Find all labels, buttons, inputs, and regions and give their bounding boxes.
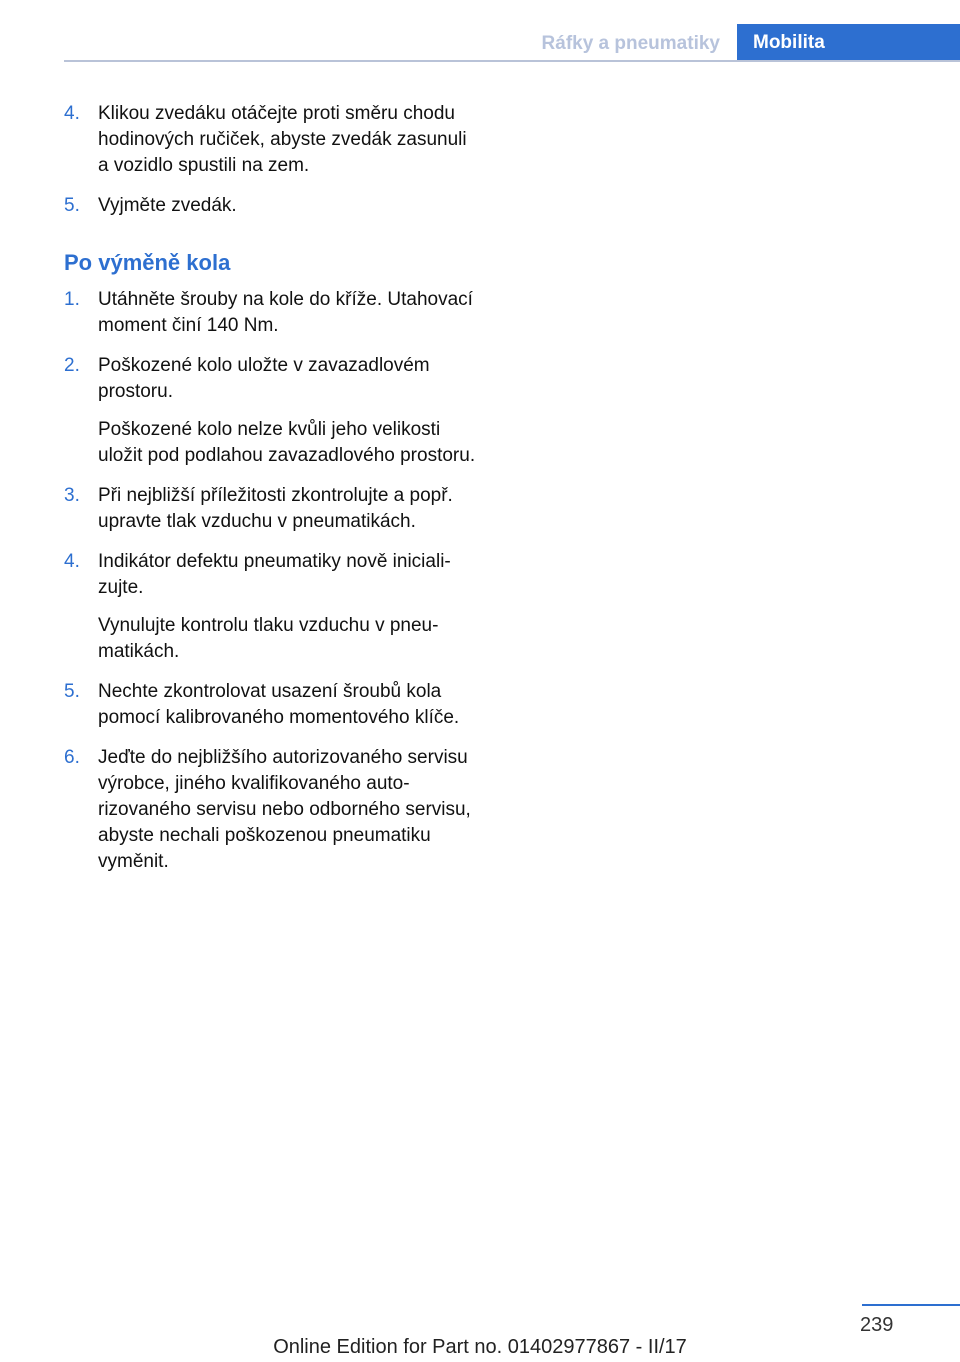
step-number: 4. (64, 551, 80, 572)
step-text: Vyjměte zvedák. (98, 195, 237, 216)
list-item (64, 549, 480, 665)
page-number: 239 (860, 1314, 894, 1336)
list-item (64, 483, 480, 535)
step-number: 5. (64, 681, 80, 702)
step-number: 2. (64, 355, 80, 376)
step-text: Při nejbližší příležitosti zkontrolujte a popř. upravte tlak vzduchu v pneumatikách. (98, 485, 453, 532)
step-text: Indikátor defektu pneumatiky nově inicializujte. (98, 551, 451, 598)
header-section-title: Ráfky a pneumatiky (541, 33, 720, 54)
section-steps-list (64, 287, 480, 875)
step-number: 1. (64, 289, 80, 310)
step-text: Vynulujte kontrolu tlaku vzduchu v pneumatikách. (98, 615, 439, 662)
page-content (64, 101, 480, 889)
section-heading: Po výměně kola (64, 250, 231, 275)
step-text: Jeďte do nejbližšího autorizovaného servisu výrobce, jiného kvalifikovaného autorizovaného servisu nebo odborného servisu, abyste nechali poškozenou pneumatiku vyměnit. (98, 747, 471, 872)
step-number: 3. (64, 485, 80, 506)
list-item (64, 101, 480, 179)
step-text: Klikou zvedáku otáčejte proti směru chodu hodinových ručiček, abyste zvedák zasunuli a vozidlo spustili na zem. (98, 103, 467, 176)
step-number: 6. (64, 747, 80, 768)
header-chapter-tab: Mobilita (737, 24, 960, 62)
step-number: 4. (64, 103, 80, 124)
list-item (64, 193, 480, 219)
list-item (64, 353, 480, 469)
list-item (64, 745, 480, 875)
step-number: 5. (64, 195, 80, 216)
step-text: Poškozené kolo uložte v zavazadlovém prostoru. (98, 355, 430, 402)
list-item (64, 287, 480, 339)
header-divider (64, 60, 960, 62)
list-item (64, 679, 480, 731)
step-text: Poškozené kolo nelze kvůli jeho velikosti uložit pod podlahou zavazadlového prostoru. (98, 419, 476, 466)
footer-edition: Online Edition for Part no. 01402977867 - II/17 (273, 1336, 687, 1358)
continued-steps-list (64, 101, 480, 219)
step-text: Utáhněte šrouby na kole do kříže. Utahovací moment činí 140 Nm. (98, 289, 473, 336)
page-number-rule (862, 1304, 960, 1306)
step-text: Nechte zkontrolovat usazení šroubů kola pomocí kalibrovaného momentového klíče. (98, 681, 460, 728)
